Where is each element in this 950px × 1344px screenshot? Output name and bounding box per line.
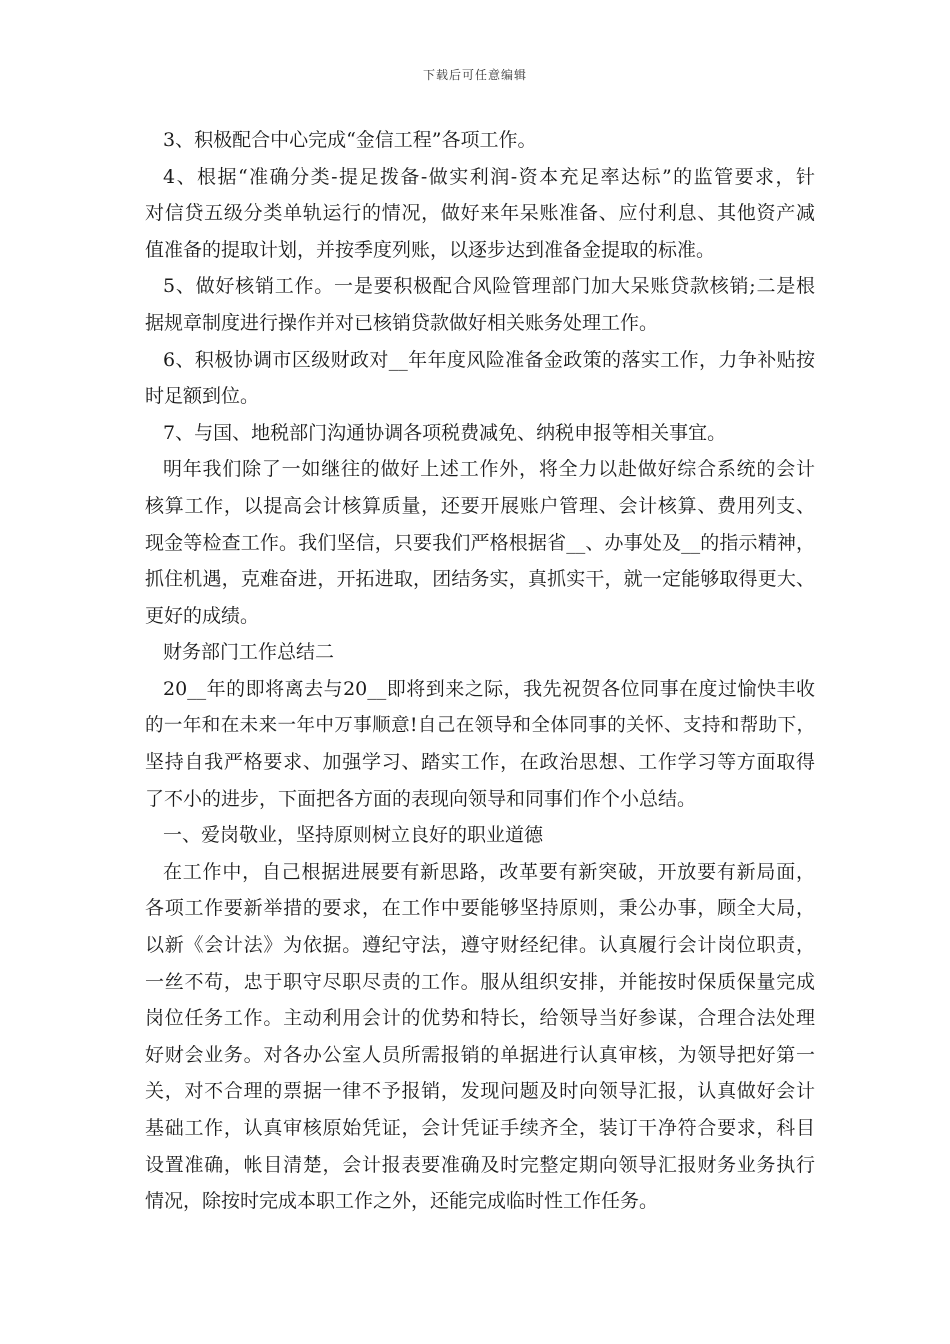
text-line: 值准备的提取计划，并按季度列账，以逐步达到准备金提取的标准。 xyxy=(145,238,716,261)
text-line: 关，对不合理的票据一律不予报销，发现问题及时向领导汇报，认真做好会计 xyxy=(145,1080,815,1103)
text-line: 据规章制度进行操作并对已核销贷款做好相关账务处理工作。 xyxy=(145,311,659,334)
text-line: 的一年和在未来一年中万事顺意!自己在领导和全体同事的关怀、支持和帮助下， xyxy=(145,714,815,736)
text-line: 3、积极配合中心完成“金信工程”各项工作。 xyxy=(163,129,537,151)
text-line: 7、与国、地税部门沟通协调各项税费减免、纳税申报等相关事宜。 xyxy=(163,421,727,444)
text-line: 核算工作，以提高会计核算质量，还要开展账户管理、会计核算、费用列支、 xyxy=(145,494,815,517)
text-line: 对信贷五级分类单轨运行的情况，做好来年呆账准备、应付利息、其他资产减 xyxy=(145,202,815,225)
text-line: 5、做好核销工作。一是要积极配合风险管理部门加大呆账贷款核销;二是根 xyxy=(163,275,815,298)
text-line: 4、根据“准确分类-提足拨备-做实利润-资本充足率达标”的监管要求，针 xyxy=(163,165,815,188)
text-line: 明年我们除了一如继往的做好上述工作外，将全力以赴做好综合系统的会计 xyxy=(163,458,815,481)
text-line: 坚持自我严格要求、加强学习、踏实工作，在政治思想、工作学习等方面取得 xyxy=(145,751,815,774)
text-line: 时足额到位。 xyxy=(145,385,260,408)
text-line: 6、积极协调市区级财政对__年年度风险准备金政策的落实工作，力争补贴按 xyxy=(163,348,815,371)
text-line: 更好的成绩。 xyxy=(145,604,260,627)
text-line: 财务部门工作总结二 xyxy=(163,641,335,664)
document-body xyxy=(145,122,815,1220)
text-line: 抓住机遇，克难奋进，开拓进取，团结务实，真抓实干，就一定能够取得更大、 xyxy=(145,568,815,591)
text-line: 情况，除按时完成本职工作之外，还能完成临时性工作任务。 xyxy=(145,1190,659,1213)
text-line: 了不小的进步，下面把各方面的表现向领导和同事们作个小总结。 xyxy=(145,787,697,810)
page-header-note: 下载后可任意编辑 xyxy=(422,68,527,82)
text-line: 一丝不苟，忠于职守尽职尽责的工作。服从组织安排，并能按时保质保量完成 xyxy=(145,970,815,993)
text-line: 20__年的即将离去与20__即将到来之际，我先祝贺各位同事在度过愉快丰收 xyxy=(163,677,815,700)
text-line: 在工作中，自己根据进展要有新思路，改革要有新突破，开放要有新局面， xyxy=(163,860,815,883)
text-line: 好财会业务。对各办公室人员所需报销的单据进行认真审核，为领导把好第一 xyxy=(145,1043,815,1066)
text-line: 以新《会计法》为依据。遵纪守法，遵守财经纪律。认真履行会计岗位职责， xyxy=(145,934,815,957)
text-line: 设置准确，帐目清楚，会计报表要准确及时完整定期向领导汇报财务业务执行 xyxy=(145,1153,815,1176)
text-line: 基础工作，认真审核原始凭证，会计凭证手续齐全，装订干净符合要求，科目 xyxy=(145,1117,815,1140)
text-line: 一、爱岗敬业，坚持原则树立良好的职业道德 xyxy=(163,824,544,847)
text-line: 现金等检查工作。我们坚信，只要我们严格根据省__、办事处及__的指示精神， xyxy=(145,531,815,554)
text-line: 各项工作要新举措的要求，在工作中要能够坚持原则，秉公办事，顾全大局， xyxy=(145,897,815,920)
text-line: 岗位任务工作。主动利用会计的优势和特长，给领导当好参谋，合理合法处理 xyxy=(145,1007,815,1030)
